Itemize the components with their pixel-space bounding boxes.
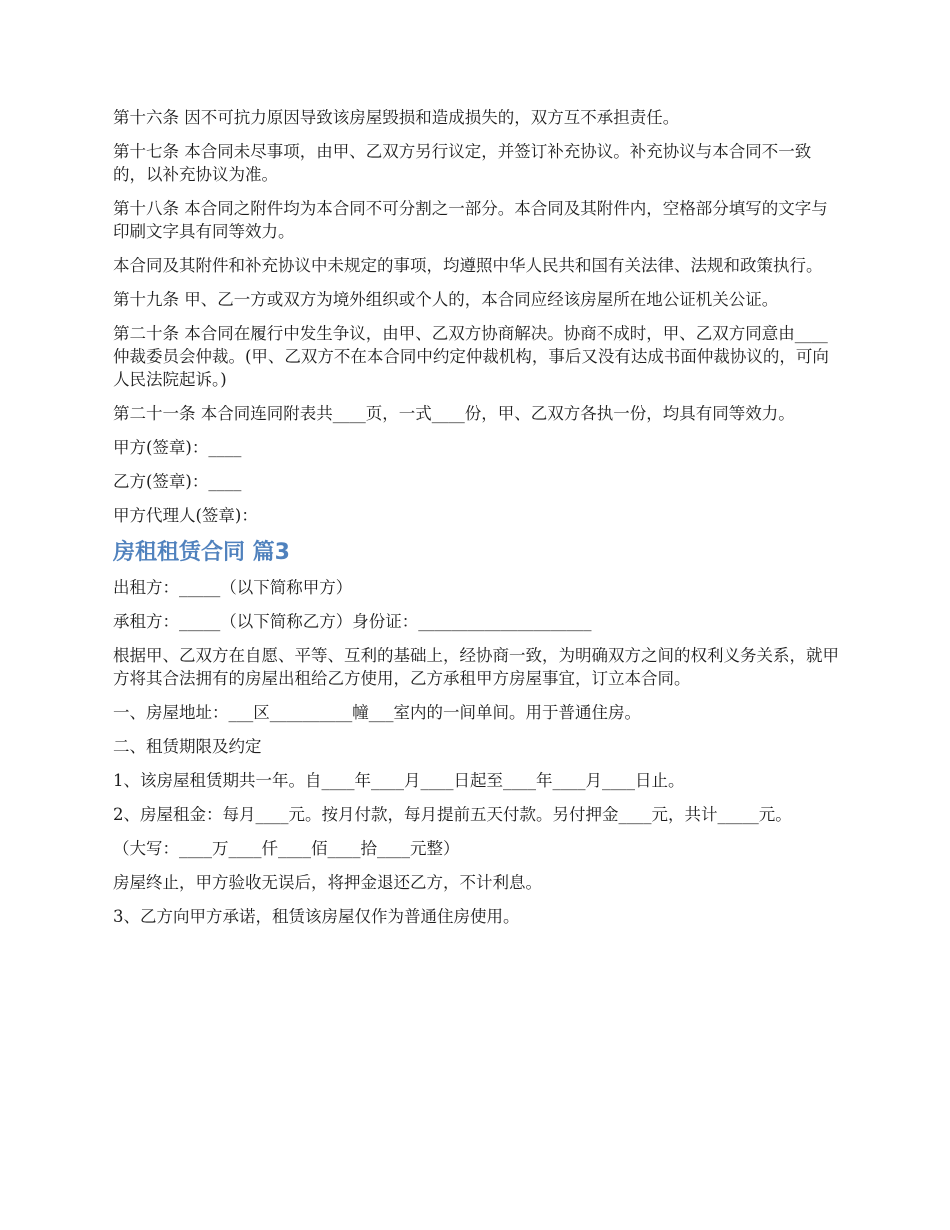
- rent-in-words: （大写：____万____仟____佰____拾____元整）: [113, 839, 460, 858]
- clause-16: 第十六条 因不可抗力原因导致该房屋毁损和造成损失的，双方互不承担责任。: [113, 108, 680, 127]
- clause-18-note: 本合同及其附件和补充协议中未规定的事项，均遵照中华人民共和国有关法律、法规和政策执行。: [113, 256, 823, 275]
- deposit-return: 房屋终止，甲方验收无误后，将押金退还乙方，不计利息。: [113, 873, 542, 892]
- party-a-agent-signature: 甲方代理人(签章)：: [113, 506, 258, 525]
- rent-terms: 2、房屋租金：每月____元。按月付款，每月提前五天付款。另付押金____元，共计_____元。: [113, 805, 792, 824]
- clause-19: 第十九条 甲、乙一方或双方为境外组织或个人的，本合同应经该房屋所在地公证机关公证。: [113, 290, 779, 309]
- house-address: 一、房屋地址：___区__________幢___室内的一间单间。用于普通住房。: [113, 703, 641, 722]
- preamble: 根据甲、乙双方在自愿、平等、互利的基础上，经协商一致，为明确双方之间的权利义务关系，就甲方将其合法拥有的房屋出租给乙方使用，乙方承租甲方房屋事宜，订立本合同。: [113, 646, 839, 688]
- lease-term-title: 二、租赁期限及约定: [113, 737, 262, 756]
- party-a-signature: 甲方(签章)：____: [113, 438, 242, 457]
- lessor-line: 出租方：_____（以下简称甲方）: [113, 578, 353, 597]
- lessee-line: 承租方：_____（以下简称乙方）身份证：_____________________: [113, 612, 592, 631]
- section-heading: 房租租赁合同 篇3: [113, 540, 290, 565]
- document-body: [113, 106, 840, 939]
- clause-20: 第二十条 本合同在履行中发生争议，由甲、乙双方协商解决。协商不成时，甲、乙双方同意由____仲裁委员会仲裁。(甲、乙双方不在本合同中约定仲裁机构，事后又没有达成书面仲裁协议的，可向人民法院起诉。): [113, 324, 829, 389]
- clause-17: 第十七条 本合同未尽事项，由甲、乙双方另行议定，并签订补充协议。补充协议与本合同不一致的，以补充协议为准。: [113, 142, 812, 184]
- usage-promise: 3、乙方向甲方承诺，租赁该房屋仅作为普通住房使用。: [113, 907, 520, 926]
- party-b-signature: 乙方(签章)：____: [113, 472, 242, 491]
- lease-period: 1、该房屋租赁期共一年。自____年____月____日起至____年____月____日止。: [113, 771, 685, 790]
- clause-18: 第十八条 本合同之附件均为本合同不可分割之一部分。本合同及其附件内，空格部分填写的文字与印刷文字具有同等效力。: [113, 199, 828, 241]
- clause-21: 第二十一条 本合同连同附表共____页，一式____份，甲、乙双方各执一份，均具有同等效力。: [113, 404, 795, 423]
